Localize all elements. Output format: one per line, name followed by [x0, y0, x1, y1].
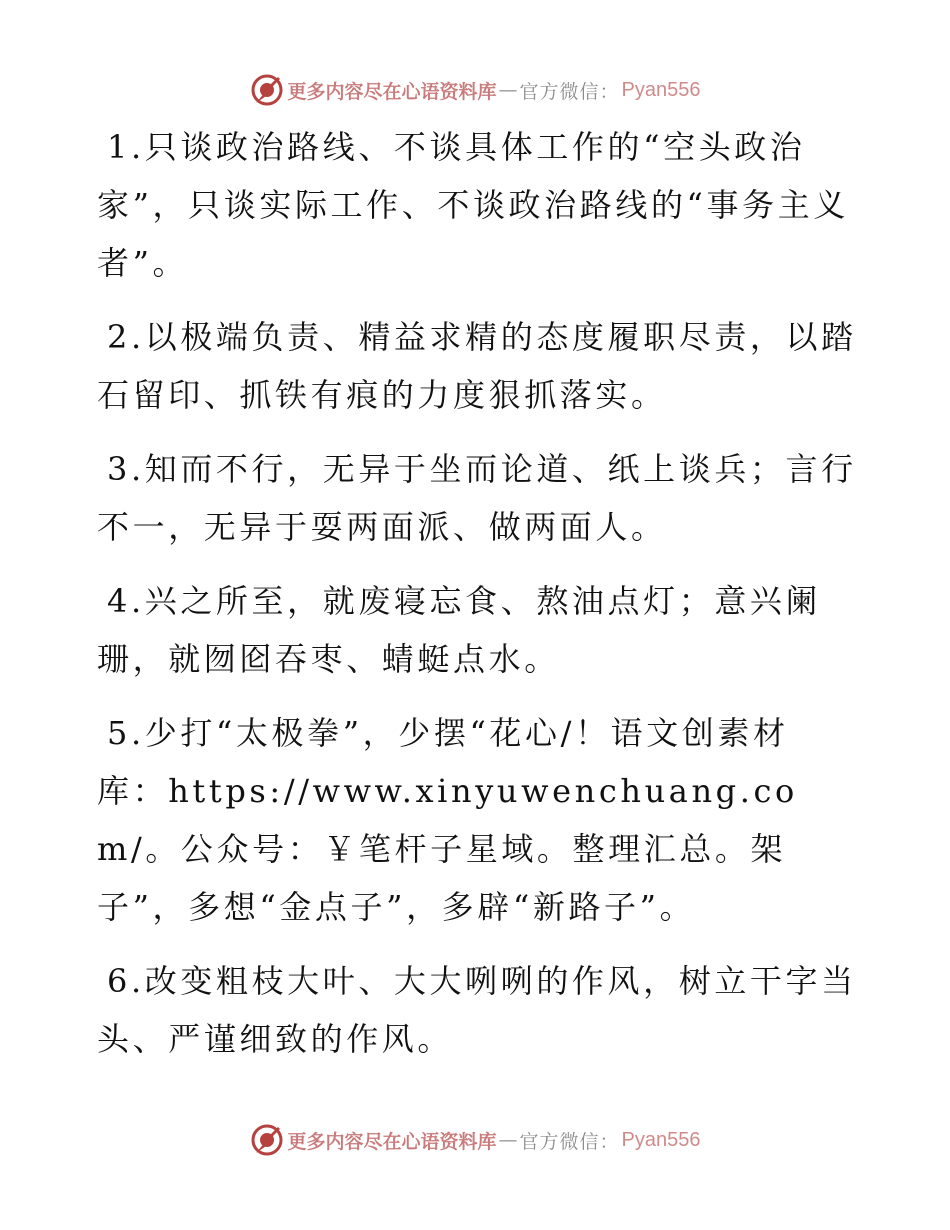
header-official-label: 官方微信：: [519, 80, 620, 103]
header-banner: [0, 70, 950, 110]
item-number: 5.: [107, 714, 145, 752]
footer-promo-text: 更多内容尽在心语资料库: [287, 1130, 497, 1153]
footer-banner: [0, 1120, 950, 1160]
item-number: 3.: [107, 450, 145, 488]
item-text: 改变粗枝大叶、大大咧咧的作风，树立干字当头、严谨细致的作风。: [97, 962, 857, 1058]
list-item: [97, 704, 857, 936]
list-item: [97, 572, 857, 688]
list-item: [97, 118, 857, 292]
list-item: [97, 308, 857, 424]
footer-official-label: 官方微信：: [519, 1130, 620, 1153]
footer-dash: —: [498, 1129, 518, 1151]
item-text: 只谈政治路线、不谈具体工作的“空头政治家”，只谈实际工作、不谈政治路线的“事务主义者”。: [97, 128, 849, 282]
item-number: 6.: [107, 962, 145, 1000]
item-number: 4.: [107, 582, 145, 620]
header-dash: —: [498, 79, 518, 101]
pen-seal-logo-icon: [250, 73, 284, 107]
pen-seal-logo-icon: [250, 1123, 284, 1157]
item-number: 1.: [107, 128, 145, 166]
item-text: 以极端负责、精益求精的态度履职尽责，以踏石留印、抓铁有痕的力度狠抓落实。: [97, 318, 857, 414]
list-item: [97, 952, 857, 1068]
item-number: 2.: [107, 318, 145, 356]
footer-wechat-id: Pyan556: [621, 1128, 701, 1151]
item-text: 兴之所至，就废寝忘食、熬油点灯；意兴阑珊，就囫囵吞枣、蜻蜓点水。: [97, 582, 822, 678]
list-item: [97, 440, 857, 556]
header-promo-text: 更多内容尽在心语资料库: [287, 80, 497, 103]
item-text: 少打“太极拳”，少摆“花心/！语文创素材库：https://www.xinyuwenchuang.com/。公众号：￥笔杆子星域。整理汇总。架子”，多想“金点子”，多辟“新路子”。: [97, 714, 798, 926]
header-wechat-id: Pyan556: [621, 78, 701, 101]
item-text: 知而不行，无异于坐而论道、纸上谈兵；言行不一，无异于耍两面派、做两面人。: [97, 450, 857, 546]
document-body: [97, 118, 857, 1084]
